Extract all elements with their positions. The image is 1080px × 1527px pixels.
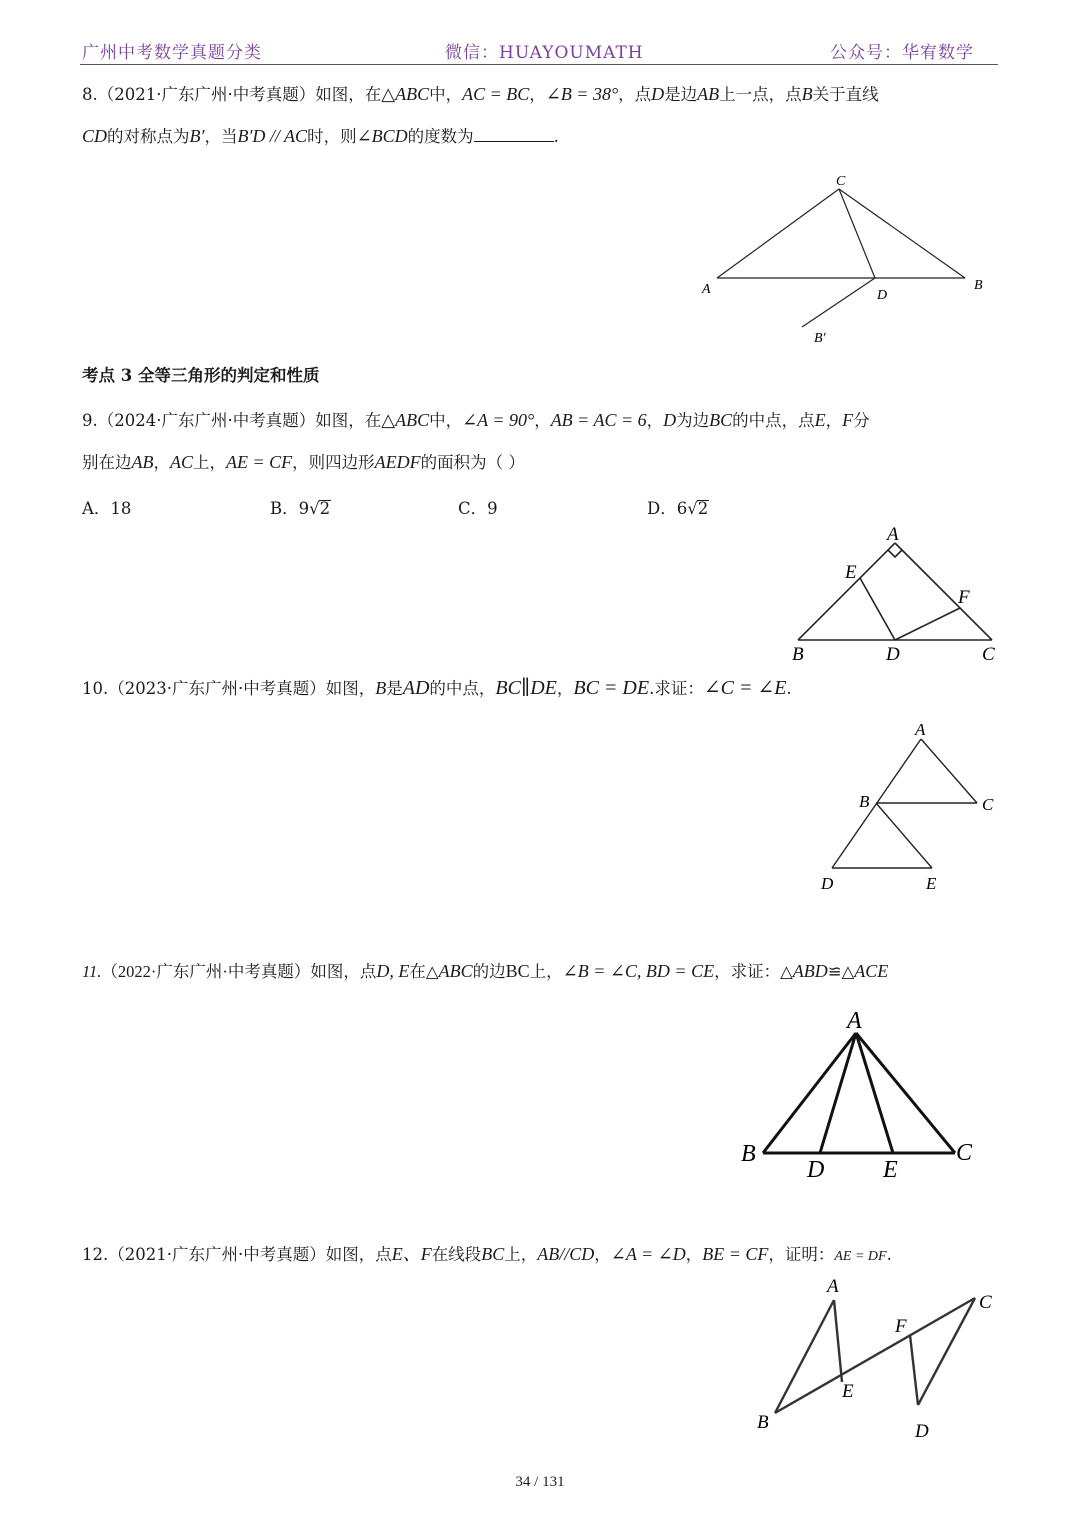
q11-figure [735, 1005, 985, 1185]
q12-label-e: E [842, 1381, 854, 1402]
q8-label-bprime: B′ [814, 331, 826, 346]
q9-label-d: D [886, 644, 900, 665]
q9-label-c: C [982, 644, 995, 665]
q8-label-d: D [877, 288, 888, 303]
q10-label-c: C [982, 795, 994, 814]
q9-option-c[interactable]: C．9 [458, 499, 498, 518]
header-title-left: 广州中考数学真题分类 [82, 43, 262, 63]
q12-label-c: C [979, 1292, 992, 1313]
q9-line1: 9.（2024·广东广州·中考真题）如图，在△ABC中，∠A = 90°，AB = AC = 6，D为边BC的中点，点E，F分 [82, 410, 870, 430]
q11-label-e: E [883, 1157, 898, 1183]
q12-label-b: B [757, 1412, 769, 1433]
q9-option-d[interactable]: D．6√2 [647, 499, 709, 518]
q8-label-a: A [702, 282, 711, 297]
q10-label-b: B [859, 792, 870, 811]
section-heading: 考点 3 全等三角形的判定和性质 [82, 366, 320, 385]
q9-label-b: B [792, 644, 804, 665]
q10-label-d: D [821, 874, 834, 893]
header-official-account: 公众号：华宥数学 [830, 43, 974, 63]
answer-blank[interactable] [474, 127, 554, 142]
header-wechat: 微信：HUAYOUMATH [445, 43, 644, 63]
q10-label-e: E [926, 874, 937, 893]
q10-label-a: A [915, 720, 926, 739]
q9-option-a[interactable]: A．18 [82, 499, 132, 518]
q9-line2: 别在边AB，AC上，AE = CF，则四边形AEDF的面积为（ ） [82, 452, 525, 472]
q8-figure [690, 165, 1000, 355]
q9-label-a: A [887, 524, 899, 545]
q12-label-d: D [915, 1421, 929, 1442]
q12-label-a: A [827, 1276, 839, 1297]
q8-line1: 8.（2021·广东广州·中考真题）如图，在△ABC中，AC = BC，∠B = 38°，点D是边AB上一点，点B关于直线 [82, 84, 879, 104]
q8-line2: CD的对称点为B′，当B′D // AC时，则∠BCD的度数为 . [82, 126, 559, 146]
q9-label-e: E [845, 562, 857, 583]
q11-label-b: B [741, 1141, 756, 1167]
q12-line: 12.（2021·广东广州·中考真题）如图，点E、F在线段BC上，AB//CD，∠A = ∠D，BE = CF，证明：AE = DF. [82, 1244, 892, 1264]
q11-label-d: D [807, 1157, 825, 1183]
q10-figure [810, 715, 1010, 900]
q9-label-f: F [958, 587, 970, 608]
q11-label-c: C [956, 1140, 973, 1166]
q10-line: 10.（2023·广东广州·中考真题）如图，B是AD的中点，BC∥DE，BC = DE.求证：∠C = ∠E. [82, 677, 792, 699]
q9-figure [780, 520, 1010, 670]
q8-label-b: B [974, 278, 983, 293]
q12-label-f: F [895, 1316, 907, 1337]
q9-option-b[interactable]: B．9√2 [270, 499, 331, 518]
page-number: 34 / 131 [515, 1474, 565, 1490]
q8-label-c: C [836, 174, 846, 189]
q11-label-a: A [847, 1008, 862, 1034]
header-divider [80, 64, 998, 65]
q11-line: 11.（2022·广东广州·中考真题）如图，点D, E在△ABC的边BC上，∠B = ∠C, BD = CE，求证：△ABD≌△ACE [82, 961, 889, 981]
q12-figure [745, 1270, 1005, 1445]
